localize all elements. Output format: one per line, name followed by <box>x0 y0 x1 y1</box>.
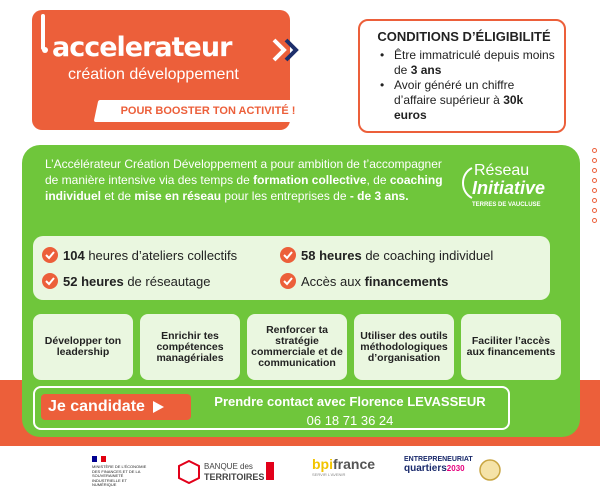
stat-item: 104 heures d’ateliers collectifs <box>42 247 237 263</box>
logo-tagline: POUR BOOSTER TON ACTIVITÉ ! <box>94 100 323 122</box>
dots-decoration <box>592 148 600 228</box>
stats-box <box>33 236 550 300</box>
contact-info <box>200 393 500 429</box>
stat-item: Accès aux financements <box>280 273 448 289</box>
eligibility-conditions <box>358 19 566 133</box>
banque-territoires-logo: BANQUE des TERRITOIRES <box>178 456 284 494</box>
intro-text: L’Accélérateur Création Développement a pour ambition de t’accompagner de manière intensive via des temps de formation collective, de coaching individuel et de mise en réseau pour les entreprises de - de 3 ans. <box>45 157 443 203</box>
condition-item: • Être immatriculé depuis moins de 3 ans <box>372 48 556 78</box>
logo-subtitle: création développement <box>68 66 239 83</box>
logo-word: accelerateur <box>52 32 232 63</box>
ministere-logo: MINISTÈRE DE L’ÉCONOMIE DES FINANCES ET DE LA SOUVERAINETÉ INDUSTRIELLE ET NUMÉRIQUE <box>92 456 152 494</box>
stat-item: 52 heures de réseautage <box>42 273 210 289</box>
program-tile: Renforcer ta stratégie commerciale et de communication <box>247 314 347 380</box>
reseau-initiative-logo: Réseau Initiative TERRES DE VAUCLUSE <box>456 162 556 212</box>
seal-icon <box>478 458 502 482</box>
accelerateur-logo <box>32 10 296 130</box>
program-tile: Développer ton leadership <box>33 314 133 380</box>
play-arrow-icon <box>151 400 165 414</box>
hexagon-icon <box>178 460 200 484</box>
program-tile: Utiliser des outils méthodologiques d’organisation <box>354 314 454 380</box>
chevron-arrows-icon <box>272 38 318 62</box>
bpifrance-logo: bpifrance SERVIR L’AVENIR <box>312 456 376 477</box>
check-circle-icon <box>42 273 58 289</box>
check-circle-icon <box>280 247 296 263</box>
apply-button[interactable]: Je candidate <box>41 394 191 420</box>
contact-text: Prendre contact avec Florence LEVASSEUR <box>214 394 486 409</box>
condition-item: • Avoir généré un chiffre d’affaire supérieur à 30k euros <box>372 78 556 123</box>
entrepreneuriat-quartiers-logo: ENTREPRENEURIAT quartiers2030 <box>404 456 504 494</box>
check-circle-icon <box>42 247 58 263</box>
program-tile: Enrichir tes compétences managériales <box>140 314 240 380</box>
conditions-title: CONDITIONS D’ÉLIGIBILITÉ <box>377 29 551 44</box>
pin-icon <box>38 14 48 54</box>
stat-item: 58 heures de coaching individuel <box>280 247 493 263</box>
phone-number[interactable]: 06 18 71 36 24 <box>306 413 394 428</box>
program-tile: Faciliter l’accès aux financements <box>461 314 561 380</box>
french-flag-icon <box>92 456 106 462</box>
check-circle-icon <box>280 273 296 289</box>
